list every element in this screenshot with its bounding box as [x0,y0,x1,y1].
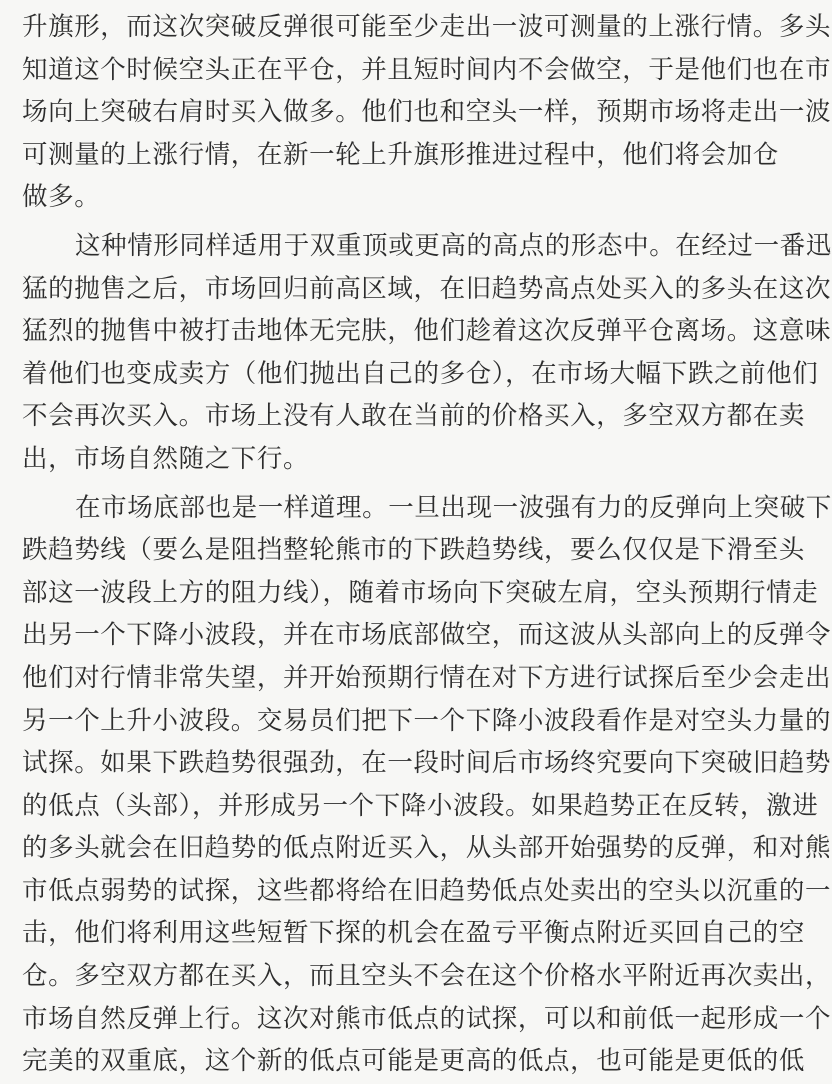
text-line: 做多。 [22,182,101,213]
text-line: 升旗形，而这次突破反弹很可能至少走出一波可测量的上涨行情。多头 [22,12,832,42]
text-line: 击，他们将利用这些短暂下探的机会在盈亏平衡点附近买回自己的空 [22,918,806,949]
text-line: 跌趋势线（要么是阻挡整轮熊市的下跌趋势线，要么仅仅是下滑至头 [22,535,806,566]
text-line: 猛烈的抛售中被打击地体无完肤，他们趁着这次反弹平仓离场。这意味 [22,316,832,347]
text-line: 试探。如果下跌趋势很强劲，在一段时间后市场终究要向下突破旧趋势 [22,748,832,779]
text-line: 出，市场自然随之下行。 [22,443,310,474]
text-line: 他们对行情非常失望，并开始预期行情在对下方进行试探后至少会走出 [22,662,832,693]
text-line: 市场自然反弹上行。这次对熊市低点的试探，可以和前低一起形成一个 [22,1003,832,1034]
text-line: 猛的抛售之后，市场回归前高区域，在旧趋势高点处买入的多头在这次 [22,273,832,304]
text-line: 知道这个时候空头正在平仓，并且短时间内不会做空，于是他们也在市 [22,54,832,85]
text-line: 出另一个下降小波段，并在市场底部做空，而这波从头部向上的反弹令 [22,620,832,651]
text-line: 完美的双重底，这个新的低点可能是更高的低点，也可能是更低的低 [22,1046,806,1077]
text-line: 的多头就会在旧趋势的低点附近买入，从头部开始强势的反弹，和对熊 [22,833,832,864]
text-line: 部这一波段上方的阻力线），随着市场向下突破左肩，空头预期行情走 [22,577,819,608]
text-line: 市低点弱势的试探，这些都将给在旧趋势低点处卖出的空头以沉重的一 [22,875,832,906]
paragraph-1 [22,6,832,219]
text-line: 这种情形同样适用于双重顶或更高的高点的形态中。在经过一番迅 [75,230,832,261]
text-line: 不会再次买入。市场上没有人敢在当前的价格买入，多空双方都在卖 [22,401,806,432]
text-line: 在市场底部也是一样道理。一旦出现一波强有力的反弹向上突破下 [75,492,832,523]
paragraph-2 [22,225,832,481]
text-line: 场向上突破右肩时买入做多。他们也和空头一样，预期市场将走出一波 [22,97,832,128]
text-line: 另一个上升小波段。交易员们把下一个下降小波段看作是对空头力量的 [22,705,832,736]
text-line: 仓。多空双方都在买入，而且空头不会在这个价格水平附近再次卖出， [22,961,832,992]
text-line: 可测量的上涨行情，在新一轮上升旗形推进过程中，他们将会加仓 [22,139,779,170]
text-line: 的低点（头部），并形成另一个下降小波段。如果趋势正在反转，激进 [22,790,819,821]
paragraph-3 [22,487,832,1083]
text-line: 着他们也变成卖方（他们抛出自己的多仓），在市场大幅下跌之前他们 [22,358,819,389]
